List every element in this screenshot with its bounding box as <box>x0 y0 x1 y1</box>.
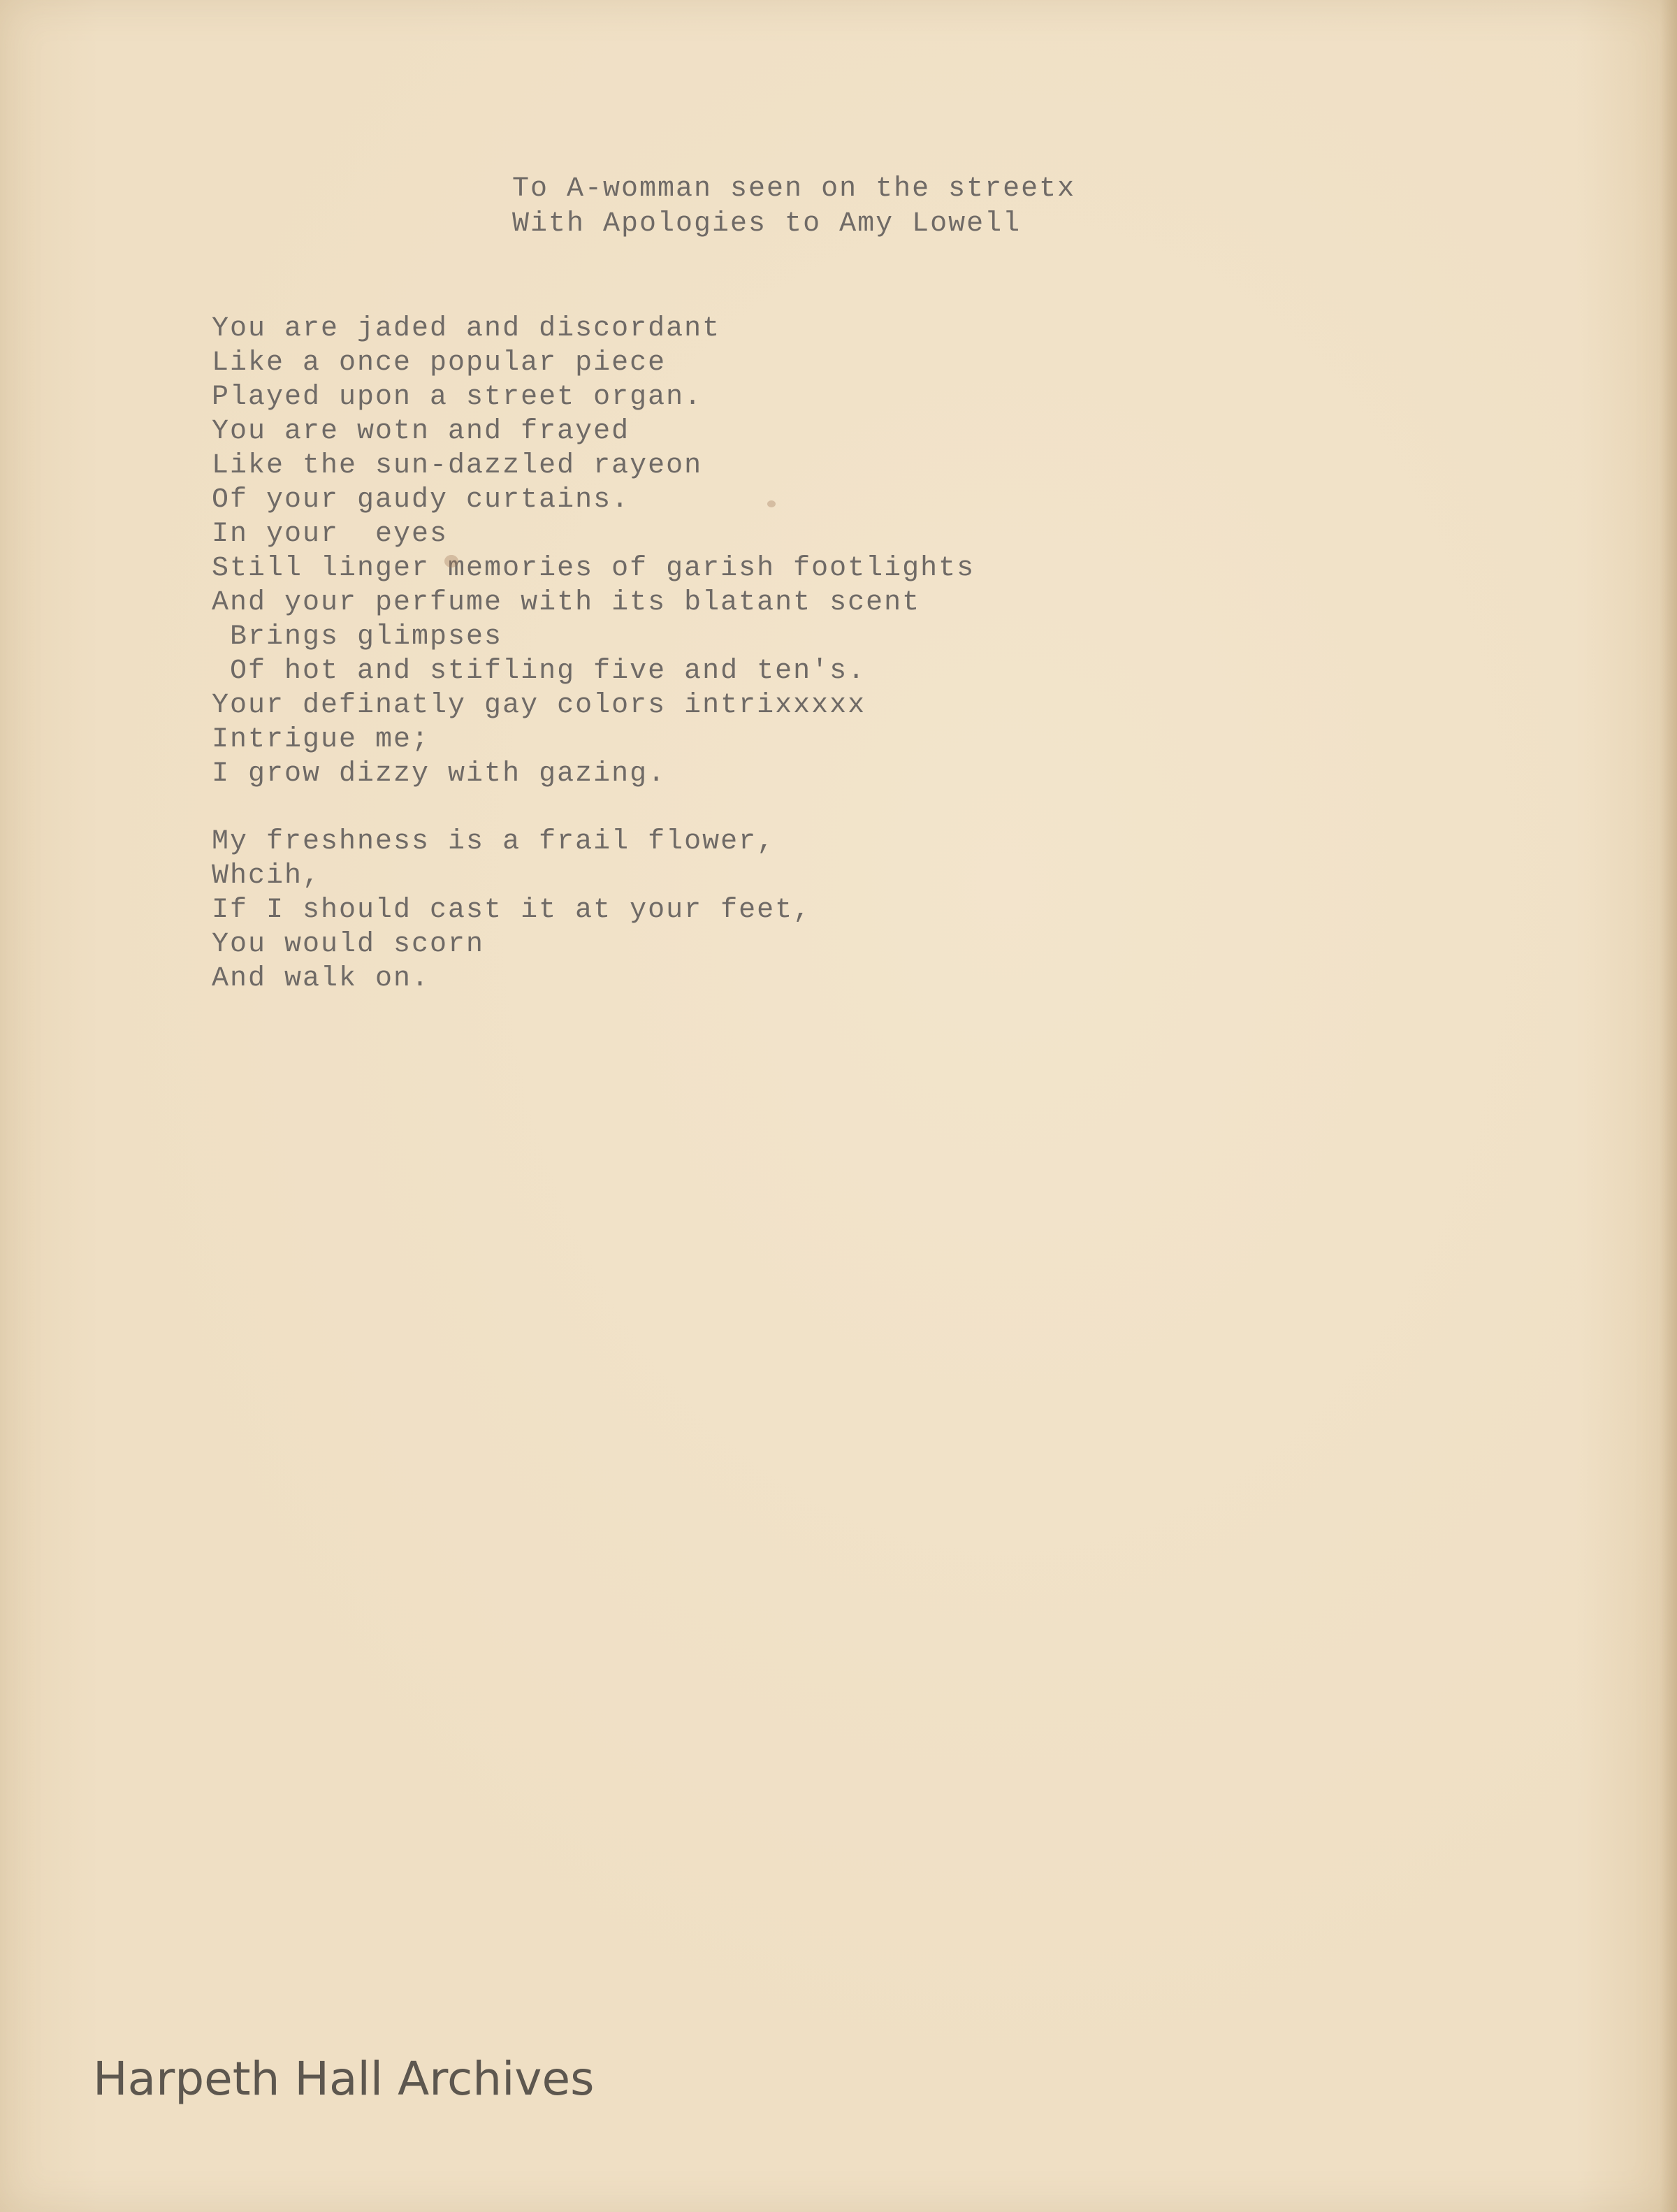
poem-line: Like a once popular piece <box>212 347 667 379</box>
poem-line: You would scorn <box>212 929 485 960</box>
poem-line: Like the sun-dazzled rayeon <box>212 450 703 482</box>
poem-line-with-strikeout: Your definatly gay colors intrixxxxx <box>212 690 866 721</box>
poem-line: My freshness is a frail flower, <box>212 826 776 858</box>
poem-line: In your eyes <box>212 519 449 550</box>
poem-body <box>212 312 1400 996</box>
ink-spot <box>444 555 458 568</box>
poem-line: I grow dizzy with gazing. <box>212 758 667 790</box>
poem-line: Whcih, <box>212 860 321 892</box>
archive-watermark: Harpeth Hall Archives <box>93 2052 595 2106</box>
stanza-1 <box>212 312 1400 791</box>
poem-title <box>512 172 1169 242</box>
poem-line: Played upon a street organ. <box>212 382 703 413</box>
poem-line: If I should cast it at your feet, <box>212 895 812 926</box>
stanza-2 <box>212 825 1400 996</box>
poem-line: Intrigue me; <box>212 724 430 756</box>
poem-line: Of your gaudy curtains. <box>212 484 630 516</box>
page-edge-shadow <box>1660 0 1677 2212</box>
subtitle-line: With Apologies to Amy Lowell <box>512 208 1022 240</box>
title-line: To A-womman seen on the streetx <box>512 173 1076 205</box>
poem-line: And your perfume with its blatant scent <box>212 587 921 619</box>
poem-line: You are jaded and discordant <box>212 313 721 345</box>
poem-line: Of hot and stifling five and ten's. <box>212 656 866 687</box>
poem-line: Brings glimpses <box>212 621 503 653</box>
poem-line: You are wotn and frayed <box>212 416 630 447</box>
poem-line: And walk on. <box>212 963 430 995</box>
poem-line: Still linger memories of garish footlights <box>212 553 975 584</box>
ink-spot <box>767 500 776 507</box>
